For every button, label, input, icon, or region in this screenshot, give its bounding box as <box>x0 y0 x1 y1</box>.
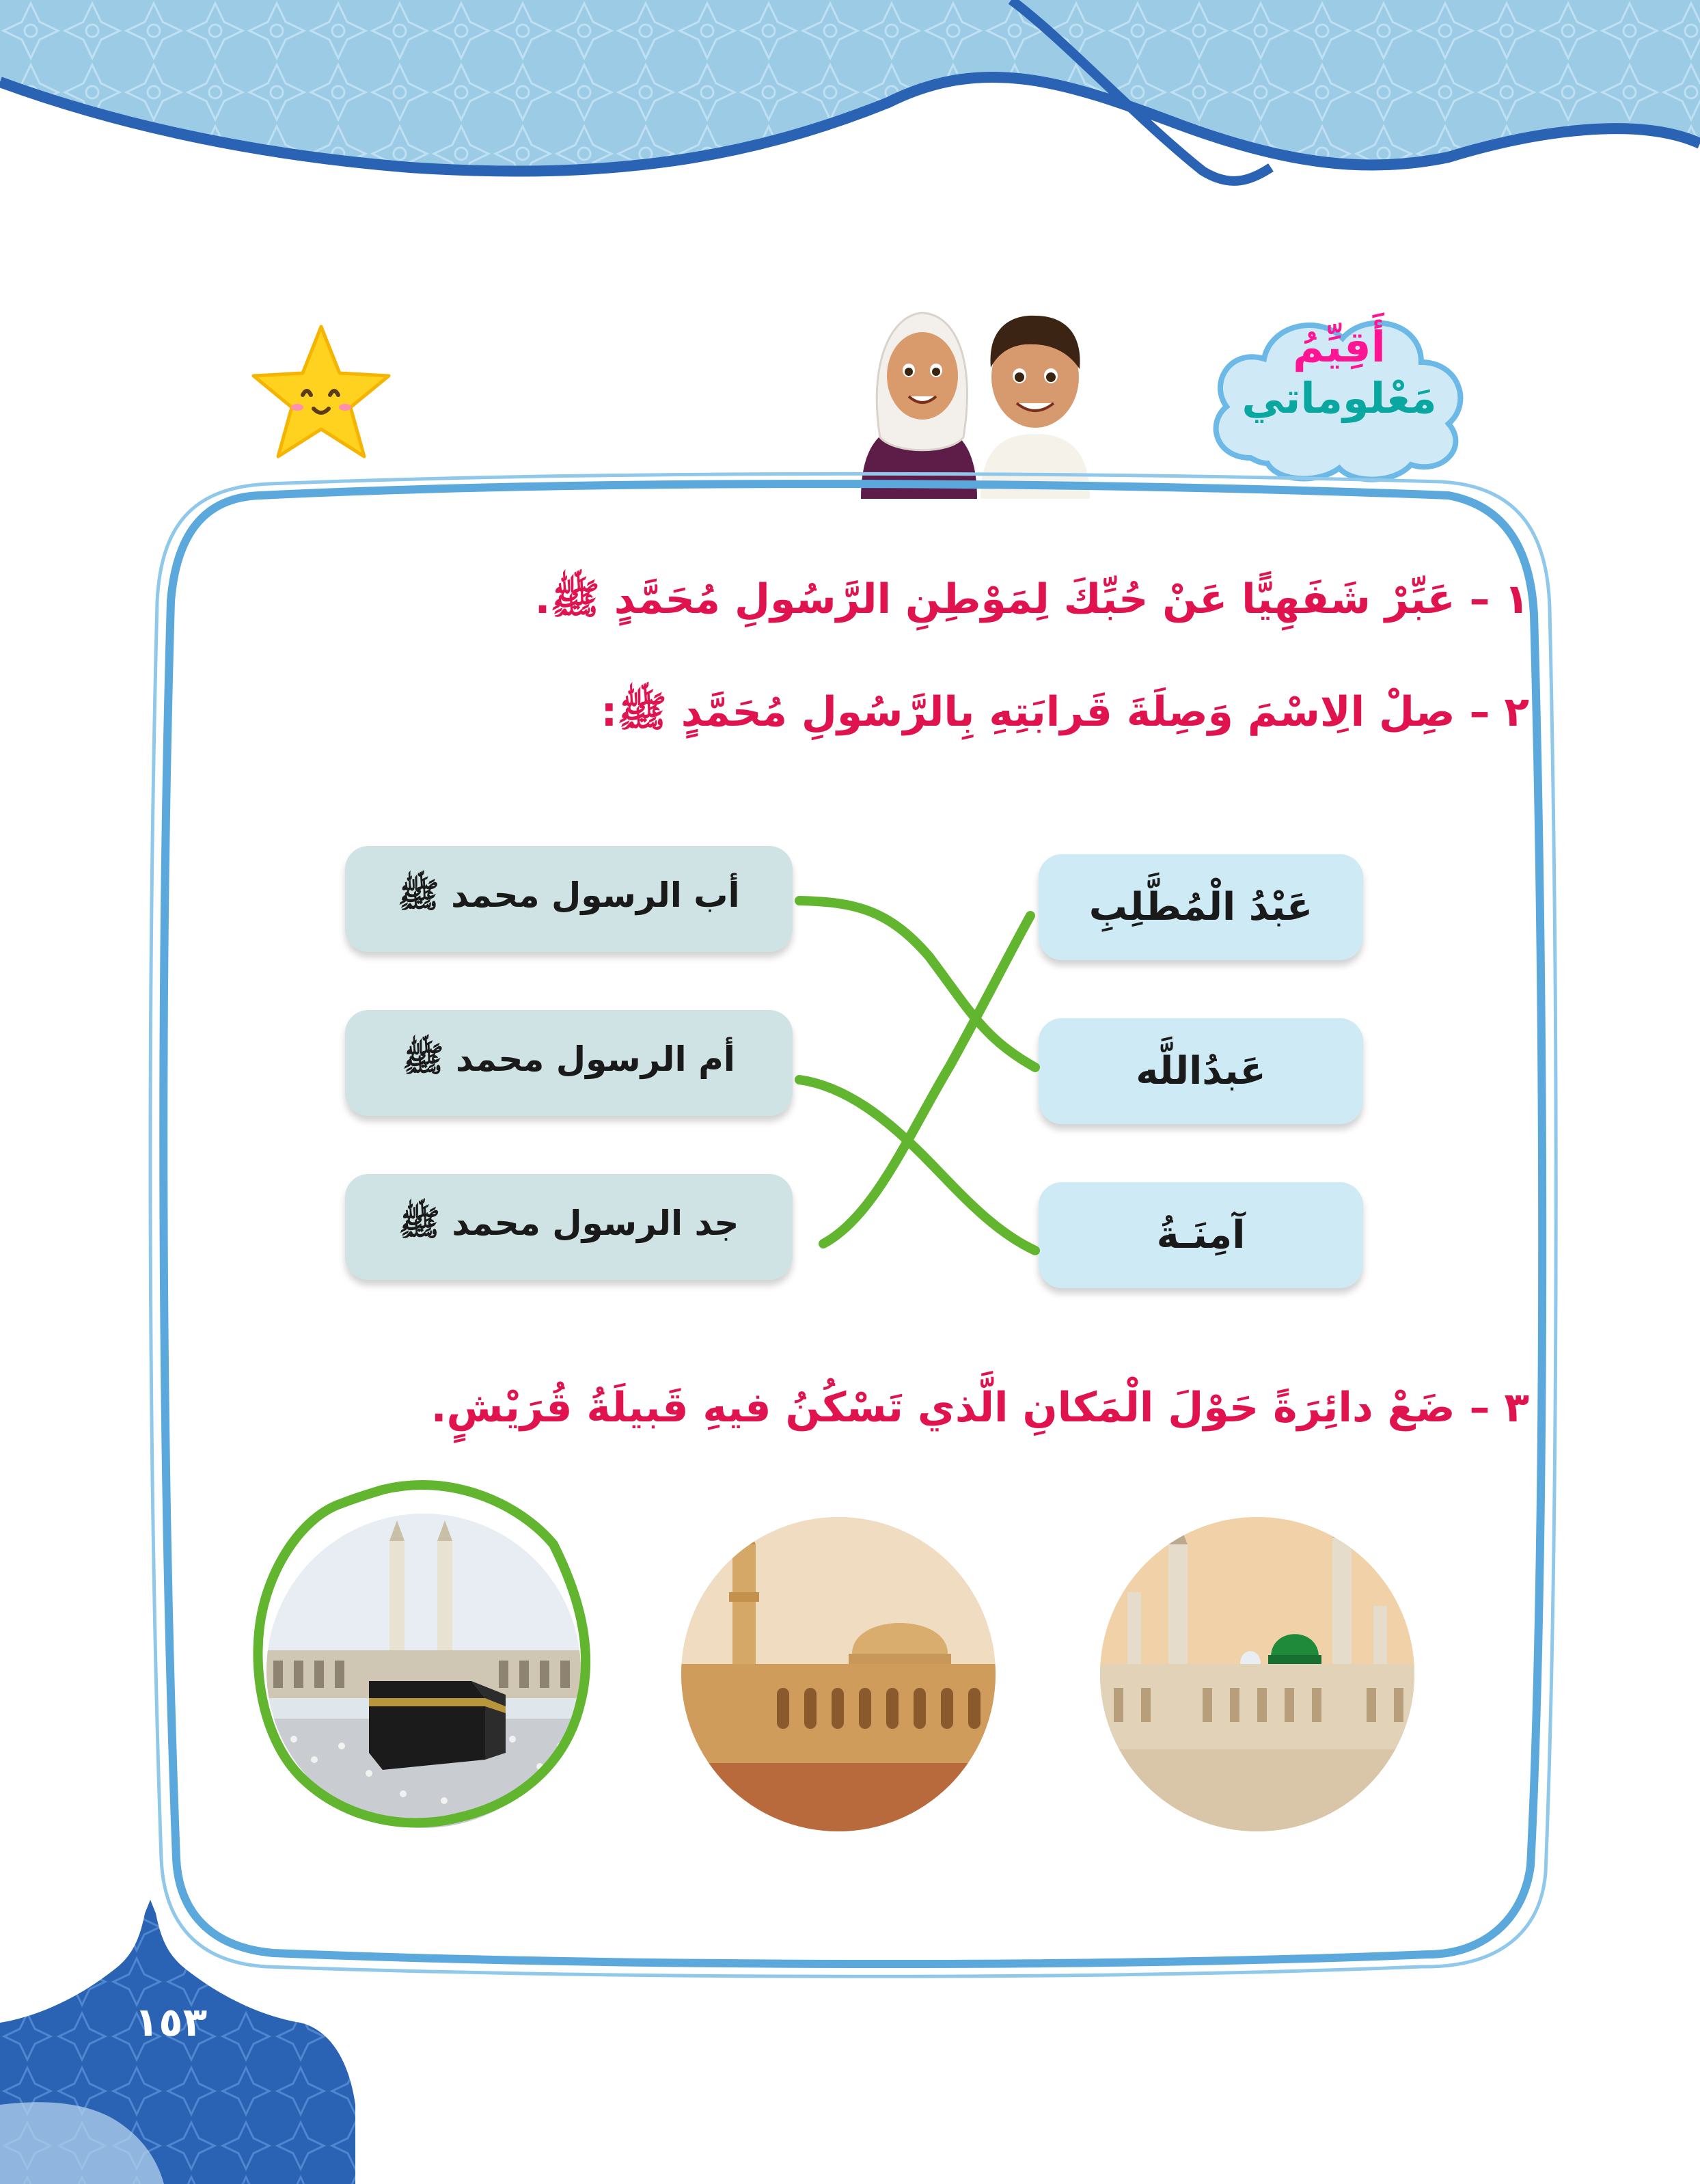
badge-title-line2: مَعْلوماتي <box>1242 373 1437 423</box>
prophets-mosque-medina-photo[interactable] <box>1100 1517 1414 1831</box>
question-1-text: عَبِّرْ شَفَهِيًّا عَنْ حُبِّكَ لِمَوْطِنِ الرَّسُولِ مُحَمَّدٍ ﷺ. <box>534 575 1455 623</box>
name-abdulmuttalib-label: عَبْدُ الْمُطَّلِبِ <box>1088 885 1313 929</box>
relation-mother-label: أم الرسول محمد ﷺ <box>402 1039 735 1079</box>
page-number: ١٥٣ <box>134 1999 208 2045</box>
match-line-grandfather-abdulmuttalib <box>823 916 1030 1244</box>
answer-circle <box>246 1476 608 1845</box>
mosque-photo[interactable] <box>681 1517 996 1831</box>
name-abdullah-label: عَبدُاللَّه <box>1136 1049 1266 1093</box>
question-3-number: ٣ – <box>1469 1384 1529 1432</box>
question-2-text: صِلْ الِاسْمَ وَصِلَةَ قَرابَتِهِ بِالرَّسُولِ مُحَمَّدٍ ﷺ: <box>601 688 1455 736</box>
match-line-father-abdullah <box>799 901 1035 1067</box>
match-line-mother-amina <box>799 1080 1035 1251</box>
badge-title-line1: أَقِيِّمُ <box>1293 322 1386 372</box>
relation-father-label: أب الرسول محمد ﷺ <box>398 875 740 915</box>
question-2-number: ٢ – <box>1469 688 1529 736</box>
name-amina-label: آمِنَـةُ <box>1156 1213 1246 1257</box>
question-1-number: ١ – <box>1469 575 1529 623</box>
relation-grandfather-label: جد الرسول محمد ﷺ <box>398 1203 739 1243</box>
question-3 <box>431 1384 1529 1432</box>
question-3-text: ضَعْ دائِرَةً حَوْلَ الْمَكانِ الَّذي تَسْكُنُ فيهِ قَبيلَةُ قُرَيْشٍ. <box>430 1384 1455 1432</box>
